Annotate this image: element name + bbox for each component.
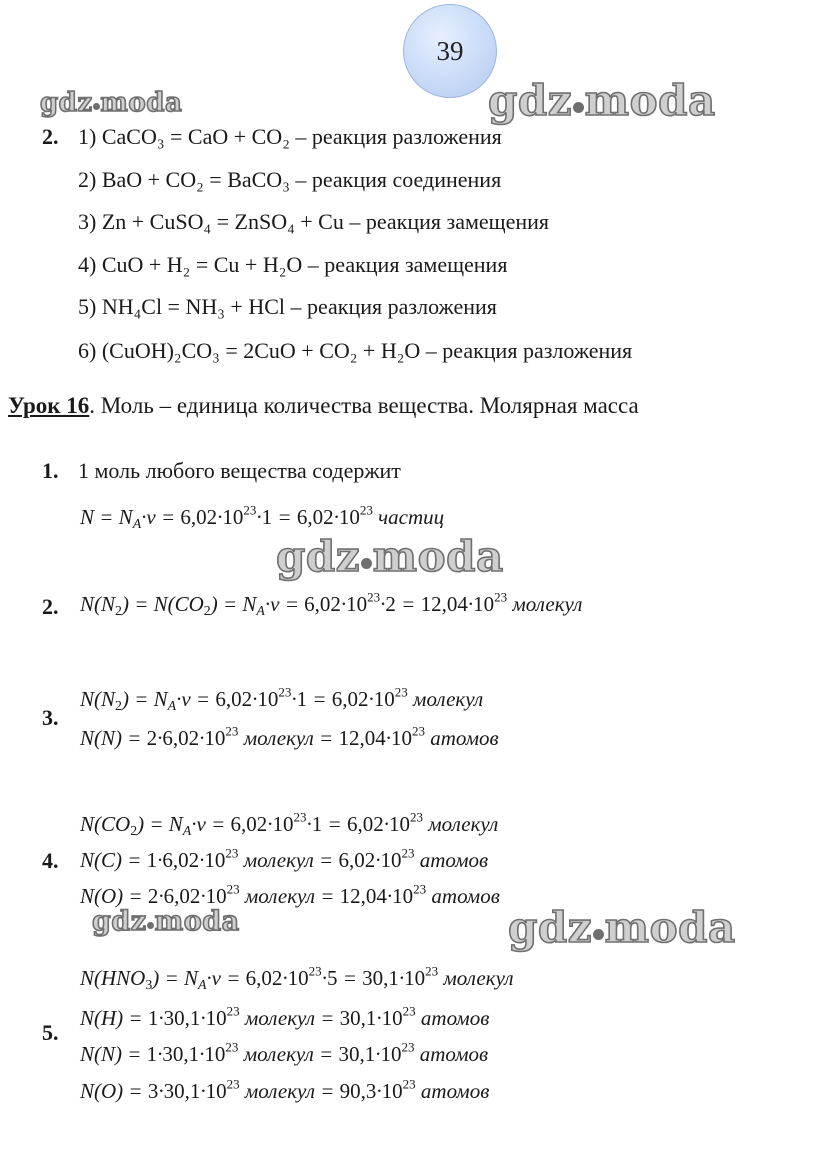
lesson-label: Урок 16 [8, 393, 90, 418]
reaction-line: 3) Zn + CuSO₄ = ZnSO₄ + Cu – реакция замещения [78, 209, 550, 234]
task-number: 2. [42, 594, 59, 619]
watermark: gdz moda [508, 903, 736, 952]
task-number: 4. [42, 848, 59, 873]
formula-line: $N(CO_2) = N_A\cdot\nu = 6,02\cdot 10^{23}\cdot 1 = 6,02\cdot 10^{23}$ молекул [80, 809, 499, 839]
task-number: 5. [42, 1020, 59, 1045]
task-number: 1. [42, 458, 59, 483]
reaction-line: 4) CuO + H₂ = Cu + H₂O – реакция замещения [78, 252, 508, 277]
formula-line: $N(O) = 2\cdot 6,02\cdot 10^{23}$ молекул = $12,04\cdot 10^{23}$ атомов [80, 881, 500, 908]
watermark: gdz moda [40, 88, 183, 118]
formula-line: $N(HNO_3) = N_A\cdot\nu = 6,02\cdot 10^{23}\cdot 5 = 30,1\cdot 10^{23}$ молекул [80, 963, 514, 993]
watermark: gdz moda [276, 532, 504, 581]
formula-line: $N(C) = 1\cdot 6,02\cdot 10^{23}$ молекул = $6,02\cdot 10^{23}$ атомов [80, 845, 489, 872]
reaction-line: 6) (CuOH)₂CO₃ = 2CuO + CO₂ + H₂O – реакция разложения [78, 338, 633, 363]
watermark: gdz moda [92, 906, 240, 937]
reaction-line: 1) CaCO₃ = CaO + CO₂ – реакция разложения [78, 124, 502, 149]
page-number: 39 [436, 36, 464, 66]
formula-line: $N = N_A\cdot\nu = 6,02\cdot 10^{23}\cdot 1 = 6,02\cdot 10^{23}$ частиц [80, 502, 445, 532]
task-number: 3. [42, 705, 59, 730]
task-number: 2. [42, 124, 59, 149]
formula-line: $N(N) = 2\cdot 6,02\cdot 10^{23}$ молекул = $12,04\cdot 10^{23}$ атомов [80, 723, 499, 750]
reaction-line: 5) NH₄Cl = NH₃ + HCl – реакция разложения [78, 294, 497, 319]
lesson-title: . Моль – единица количества вещества. Молярная масса [89, 393, 639, 418]
formula-line: $N(N_2) = N(CO_2) = N_A\cdot\nu = 6,02\cdot 10^{23}\cdot 2 = 12,04\cdot 10^{23}$ молекул [80, 589, 583, 619]
page-number-badge [403, 4, 497, 98]
watermark: gdz moda [488, 76, 716, 125]
formula-line: $N(H) = 1\cdot 30,1\cdot 10^{23}$ молекул = $30,1\cdot 10^{23}$ атомов [80, 1003, 490, 1030]
formula-line: $N(N) = 1\cdot 30,1\cdot 10^{23}$ молекул = $30,1\cdot 10^{23}$ атомов [80, 1039, 489, 1066]
lesson-heading [8, 393, 639, 419]
formula-line: $N(O) = 3\cdot 30,1\cdot 10^{23}$ молекул = $90,3\cdot 10^{23}$ атомов [80, 1076, 490, 1103]
formula-line: $N(N_2) = N_A\cdot\nu = 6,02\cdot 10^{23}\cdot 1 = 6,02\cdot 10^{23}$ молекул [80, 684, 484, 714]
reaction-line: 2) BaO + CO₂ = BaCO₃ – реакция соединения [78, 167, 502, 192]
task-text: 1 моль любого вещества содержит [78, 458, 401, 483]
